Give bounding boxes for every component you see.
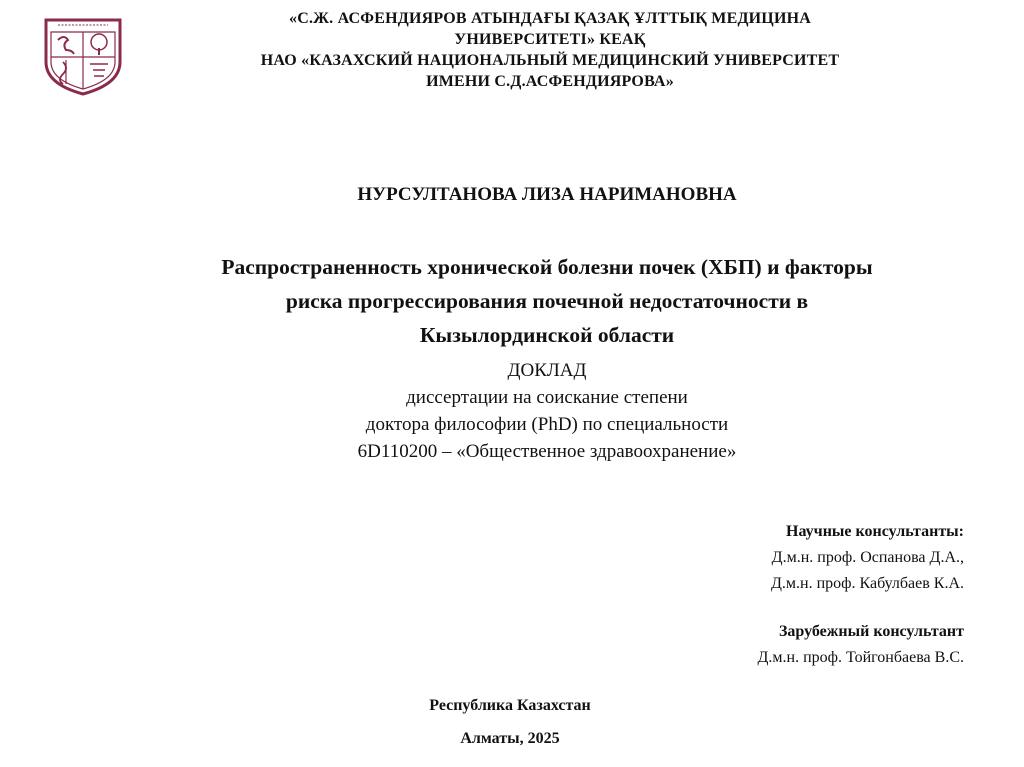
advisors-block (544, 519, 964, 671)
author-name: НУРСУЛТАНОВА ЛИЗА НАРИМАНОВНА (357, 184, 737, 205)
report-type: ДОКЛАД (507, 360, 587, 381)
title-line-3: Кызылординской области (419, 323, 675, 347)
university-logo (38, 10, 128, 96)
university-header (140, 8, 960, 92)
report-description (100, 357, 994, 465)
specialty-line: 6D110200 – «Общественное здравоохранение» (357, 441, 737, 462)
scientific-advisor-2: Д.м.н. проф. Кабулбаев К.А. (770, 575, 964, 592)
city-year: Алматы, 2025 (460, 730, 560, 747)
header-line-kazakh-1: «С.Ж. АСФЕНДИЯРОВ АТЫНДАҒЫ ҚАЗАҚ ҰЛТТЫҚ МЕДИЦИНА (289, 10, 811, 27)
scientific-advisor-1: Д.м.н. проф. Оспанова Д.А., (771, 549, 964, 566)
spacer (544, 597, 964, 619)
degree-line: диссертации на соискание степени (406, 387, 688, 408)
university-emblem-icon (38, 10, 128, 96)
dissertation-title (100, 250, 994, 352)
footer (300, 689, 720, 755)
country: Республика Казахстан (429, 697, 591, 714)
title-line-1: Распространенность хронической болезни почек (ХБП) и факторы (221, 255, 873, 279)
title-line-2: риска прогрессирования почечной недостаточности в (285, 289, 809, 313)
phd-line: доктора философии (PhD) по специальности (365, 414, 729, 435)
header-line-kazakh-2: УНИВЕРСИТЕТІ» КЕАҚ (454, 31, 646, 48)
header-line-russian-2: ИМЕНИ С.Д.АСФЕНДИЯРОВА» (426, 73, 674, 90)
foreign-advisor-1: Д.м.н. проф. Тойгонбаева В.С. (757, 649, 964, 666)
header-line-russian-1: НАО «КАЗАХСКИЙ НАЦИОНАЛЬНЫЙ МЕДИЦИНСКИЙ УНИВЕРСИТЕТ (260, 52, 840, 69)
scientific-advisors-heading: Научные консультанты: (786, 523, 964, 540)
foreign-advisor-heading: Зарубежный консультант (778, 623, 964, 640)
